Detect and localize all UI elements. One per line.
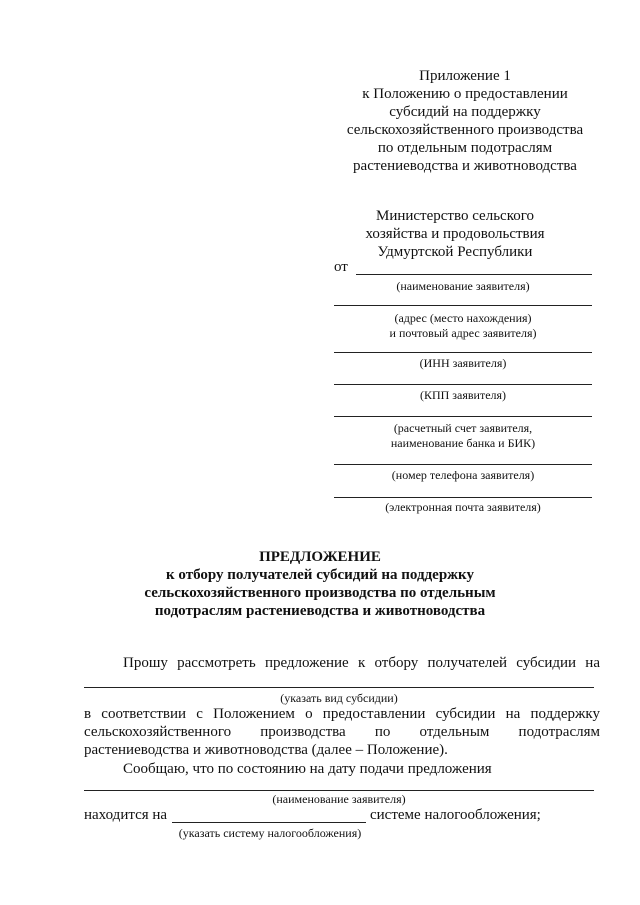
account-caption-line: (расчетный счет заявителя,: [393, 421, 533, 435]
applicant-caption: (наименование заявителя): [272, 792, 406, 806]
applicant-name-caption: (наименование заявителя): [396, 279, 530, 293]
address-field[interactable]: [334, 305, 592, 306]
email-field[interactable]: [334, 497, 592, 498]
address-caption-line: и почтовый адрес заявителя): [389, 326, 537, 340]
appendix-line: Приложение 1: [419, 68, 511, 84]
title-line: сельскохозяйственного производства по отдельным: [144, 585, 496, 601]
paragraph-status: Сообщаю, что по состоянию на дату подачи предложения: [123, 761, 492, 777]
kpp-field[interactable]: [334, 384, 592, 385]
tax-suffix: системе налогообложения;: [370, 807, 541, 823]
paragraph-request: Прошу рассмотреть предложение к отбору получателей субсидии на: [123, 655, 600, 671]
kpp-caption: (КПП заявителя): [419, 388, 507, 402]
account-caption: [334, 421, 592, 451]
account-field[interactable]: [334, 416, 592, 417]
paragraph-line: растениеводства и животноводства (далее – Положение).: [84, 742, 448, 758]
recipient-block: [340, 207, 570, 261]
address-caption-line: (адрес (место нахождения): [394, 311, 532, 325]
title-line: к отбору получателей субсидий на поддержку: [166, 567, 474, 583]
applicant-field[interactable]: [84, 790, 594, 791]
tax-prefix: находится на: [84, 807, 168, 823]
appendix-line: субсидий на поддержку: [389, 104, 541, 120]
paragraph-line: сельскохозяйственного производства по отдельным подотраслям: [84, 724, 600, 740]
subsidy-type-caption: (указать вид субсидии): [280, 691, 398, 705]
email-caption: (электронная почта заявителя): [385, 500, 541, 514]
phone-caption: (номер телефона заявителя): [391, 468, 535, 482]
tax-system-caption: (указать систему налогообложения): [178, 826, 362, 840]
applicant-name-field[interactable]: [356, 274, 592, 275]
appendix-header: [330, 67, 600, 175]
inn-caption: (ИНН заявителя): [419, 356, 507, 370]
title-line: подотраслям растениеводства и животноводства: [154, 603, 486, 619]
address-caption: [334, 311, 592, 341]
paragraph-regulation: [84, 705, 600, 759]
recipient-line: хозяйства и продовольствия: [365, 226, 545, 242]
appendix-line: по отдельным подотраслям: [377, 140, 553, 156]
subsidy-type-field[interactable]: [84, 687, 594, 688]
appendix-line: растениеводства и животноводства: [353, 158, 577, 174]
phone-field[interactable]: [334, 464, 592, 465]
from-prefix: от: [334, 259, 348, 275]
appendix-line: сельскохозяйственного производства: [346, 122, 584, 138]
inn-field[interactable]: [334, 352, 592, 353]
tax-system-field[interactable]: [172, 822, 366, 823]
paragraph-line: в соответствии с Положением о предоставлении субсидии на поддержку: [84, 706, 600, 722]
document-title: [60, 548, 580, 620]
recipient-line: Удмуртской Республики: [377, 244, 533, 260]
appendix-line: к Положению о предоставлении: [362, 86, 568, 102]
account-caption-line: наименование банка и БИК): [390, 436, 536, 450]
title-main: ПРЕДЛОЖЕНИЕ: [259, 549, 381, 565]
recipient-line: Министерство сельского: [375, 208, 535, 224]
